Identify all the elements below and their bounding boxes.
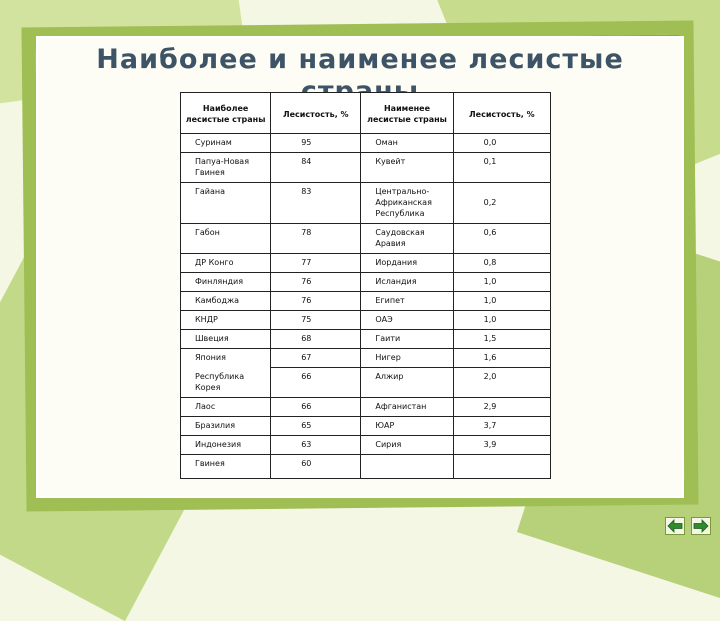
table-row (181, 183, 551, 224)
table-row (181, 397, 551, 416)
least-percent-cell: 0,0 (453, 134, 550, 153)
most-country-cell: Лаос (181, 397, 271, 416)
most-percent-cell: 65 (271, 416, 361, 435)
least-country-cell: ОАЭ (361, 311, 453, 330)
arrow-left-icon (665, 517, 685, 535)
table-row (181, 273, 551, 292)
table-row (181, 368, 551, 398)
least-country-cell: Центрально-Африканская Республика (361, 183, 453, 224)
most-country-cell: Папуа-Новая Гвинея (181, 153, 271, 183)
table-row (181, 224, 551, 254)
most-percent-cell: 66 (271, 368, 361, 398)
most-percent-cell: 76 (271, 292, 361, 311)
least-country-cell: Иордания (361, 254, 453, 273)
table-row (181, 134, 551, 153)
least-percent-cell: 1,5 (453, 330, 550, 349)
header-least-forested: Наименее лесистые страны (361, 93, 453, 134)
table-header-row (181, 93, 551, 134)
least-country-cell: Кувейт (361, 153, 453, 183)
forward-button[interactable] (691, 517, 711, 535)
least-country-cell: Афганистан (361, 397, 453, 416)
most-country-cell: Япония (181, 349, 271, 368)
least-percent-cell: 0,1 (453, 153, 550, 183)
least-percent-cell: 3,9 (453, 435, 550, 454)
least-percent-cell (453, 454, 550, 478)
least-percent-cell: 0,2 (453, 183, 550, 224)
least-country-cell: ЮАР (361, 416, 453, 435)
least-percent-cell: 2,9 (453, 397, 550, 416)
most-country-cell: ДР Конго (181, 254, 271, 273)
least-country-cell: Алжир (361, 368, 453, 398)
most-percent-cell: 84 (271, 153, 361, 183)
most-country-cell: Республика Корея (181, 368, 271, 398)
most-country-cell: КНДР (181, 311, 271, 330)
most-percent-cell: 75 (271, 311, 361, 330)
least-percent-cell: 1,0 (453, 292, 550, 311)
least-percent-cell: 1,0 (453, 273, 550, 292)
least-country-cell: Сирия (361, 435, 453, 454)
most-percent-cell: 95 (271, 134, 361, 153)
least-percent-cell: 1,0 (453, 311, 550, 330)
most-country-cell: Бразилия (181, 416, 271, 435)
table-row (181, 416, 551, 435)
most-country-cell: Гайана (181, 183, 271, 224)
most-country-cell: Суринам (181, 134, 271, 153)
most-percent-cell: 67 (271, 349, 361, 368)
table-row (181, 330, 551, 349)
most-country-cell: Габон (181, 224, 271, 254)
most-country-cell: Финляндия (181, 273, 271, 292)
most-percent-cell: 66 (271, 397, 361, 416)
least-country-cell (361, 454, 453, 478)
table-row (181, 153, 551, 183)
table-row (181, 454, 551, 478)
forest-cover-table (180, 92, 551, 479)
table-row (181, 435, 551, 454)
most-country-cell: Швеция (181, 330, 271, 349)
most-country-cell: Индонезия (181, 435, 271, 454)
most-country-cell: Гвинея (181, 454, 271, 478)
most-percent-cell: 68 (271, 330, 361, 349)
slide-title-line1: Наиболее и наименее лесистые (96, 44, 624, 75)
table-row (181, 254, 551, 273)
table-row (181, 311, 551, 330)
arrow-right-icon (691, 517, 711, 535)
least-percent-cell: 0,6 (453, 224, 550, 254)
back-button[interactable] (665, 517, 685, 535)
most-country-cell: Камбоджа (181, 292, 271, 311)
most-percent-cell: 83 (271, 183, 361, 224)
most-percent-cell: 77 (271, 254, 361, 273)
header-forest-percent-least: Лесистость, % (453, 93, 550, 134)
most-percent-cell: 60 (271, 454, 361, 478)
header-most-forested: Наиболее лесистые страны (181, 93, 271, 134)
least-percent-cell: 3,7 (453, 416, 550, 435)
table-row (181, 349, 551, 368)
least-country-cell: Нигер (361, 349, 453, 368)
least-country-cell: Гаити (361, 330, 453, 349)
least-country-cell: Саудовская Аравия (361, 224, 453, 254)
most-percent-cell: 78 (271, 224, 361, 254)
least-percent-cell: 0,8 (453, 254, 550, 273)
table-row (181, 292, 551, 311)
least-percent-cell: 1,6 (453, 349, 550, 368)
most-percent-cell: 76 (271, 273, 361, 292)
least-percent-cell: 2,0 (453, 368, 550, 398)
most-percent-cell: 63 (271, 435, 361, 454)
least-country-cell: Исландия (361, 273, 453, 292)
least-country-cell: Египет (361, 292, 453, 311)
header-forest-percent-most: Лесистость, % (271, 93, 361, 134)
least-country-cell: Оман (361, 134, 453, 153)
